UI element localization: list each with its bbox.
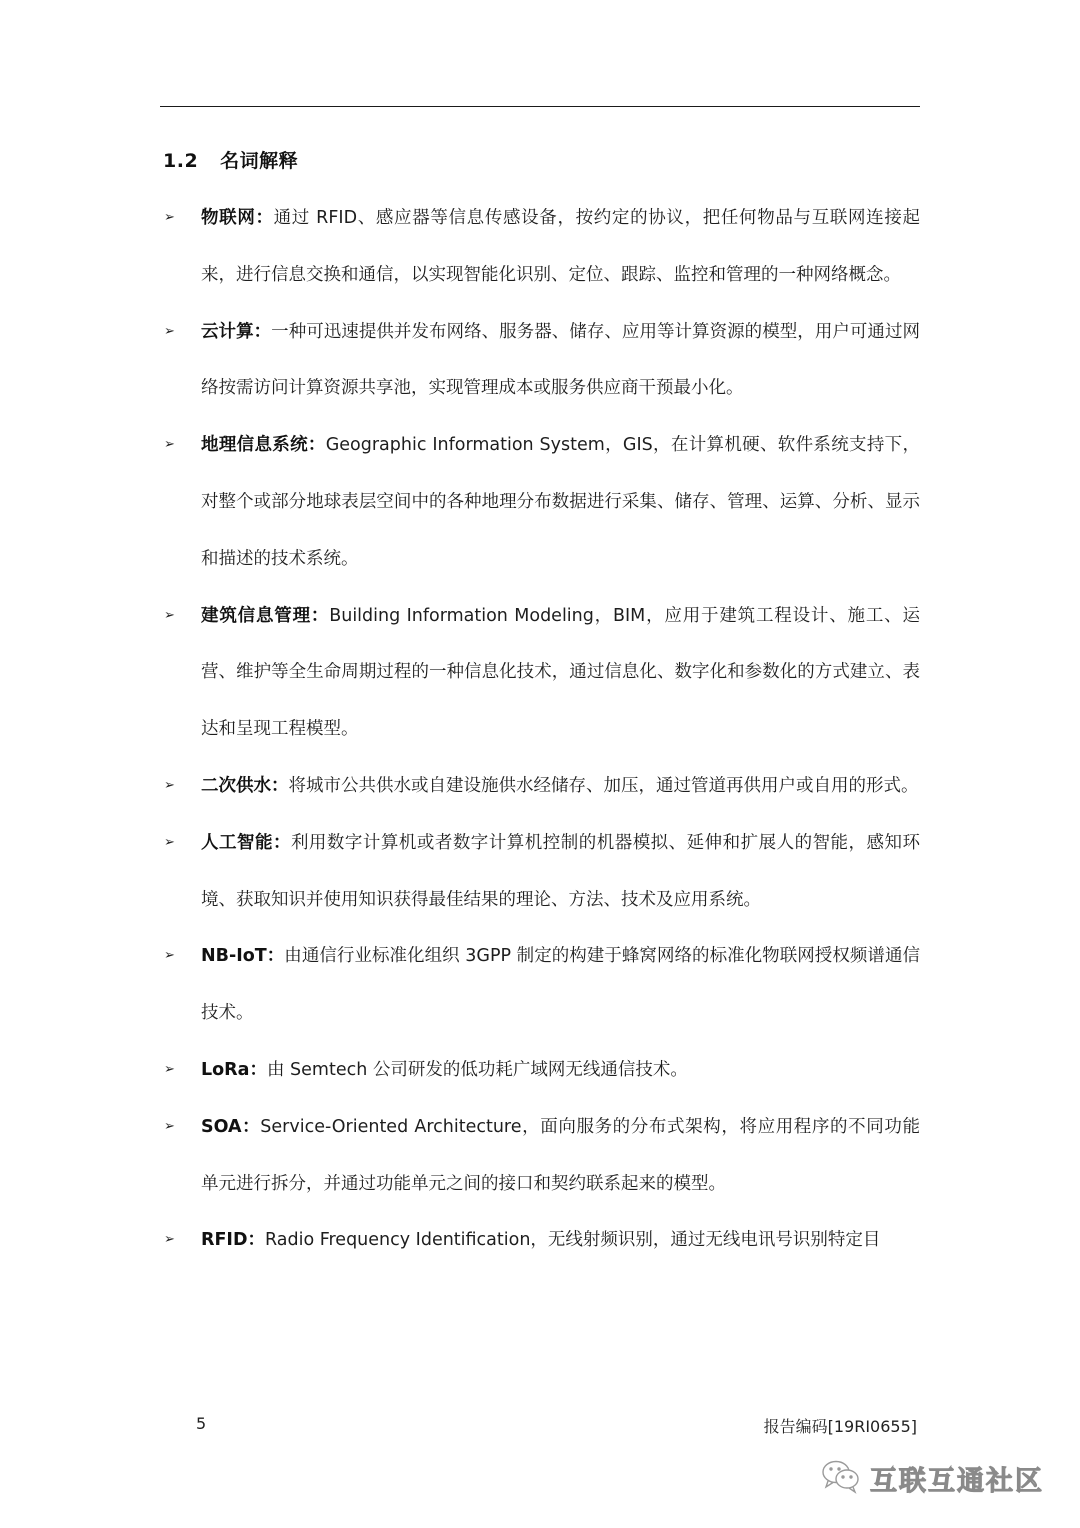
arrow-bullet-icon: ➢ bbox=[164, 834, 175, 850]
glossary-item-cloud-computing bbox=[160, 304, 920, 418]
glossary-item-bim bbox=[160, 588, 920, 758]
glossary-item-nb-iot bbox=[160, 928, 920, 1042]
term-definition: Service-Oriented Architecture，面向服务的分布式架构，将应用程序的不同功能单元进行拆分，并通过功能单元之间的接口和契约联系起来的模型。 bbox=[201, 1116, 920, 1194]
section-title: 名词解释 bbox=[220, 150, 299, 172]
term-definition: 由 Semtech 公司研发的低功耗广域网无线通信技术。 bbox=[266, 1059, 688, 1080]
glossary-item-lora bbox=[160, 1042, 920, 1099]
page-number: 5 bbox=[196, 1414, 207, 1433]
arrow-bullet-icon: ➢ bbox=[164, 1118, 175, 1134]
term-name: LoRa： bbox=[201, 1059, 267, 1080]
glossary-item-secondary-water-supply bbox=[160, 758, 920, 815]
term-name: 云计算： bbox=[201, 321, 272, 342]
term-name: 建筑信息管理： bbox=[201, 605, 330, 626]
arrow-bullet-icon: ➢ bbox=[164, 437, 175, 453]
term-definition: Geographic Information System，GIS，在计算机硬、软件系统支持下，对整个或部分地球表层空间中的各种地理分布数据进行采集、储存、管理、运算、分析、显示和描述的技术系统。 bbox=[201, 435, 920, 569]
term-name: 物联网： bbox=[201, 208, 274, 228]
term-definition: 通过 RFID、感应器等信息传感设备，按约定的协议，把任何物品与互联网连接起来，进行信息交换和通信，以实现智能化识别、定位、跟踪、监控和管理的一种网络概念。 bbox=[201, 208, 920, 285]
term-name: NB-IoT： bbox=[201, 946, 285, 967]
watermark-text: 互联互通社区 bbox=[870, 1465, 1044, 1497]
glossary-item-iot bbox=[160, 190, 920, 304]
term-name: SOA： bbox=[201, 1116, 261, 1137]
section-heading bbox=[163, 146, 298, 173]
wechat-icon bbox=[820, 1458, 862, 1498]
term-name: 地理信息系统： bbox=[201, 435, 326, 456]
arrow-bullet-icon: ➢ bbox=[164, 1061, 175, 1077]
term-name: 人工智能： bbox=[201, 832, 291, 853]
term-definition: 由通信行业标准化组织 3GPP 制定的构建于蜂窝网络的标准化物联网授权频谱通信技术。 bbox=[201, 946, 920, 1024]
arrow-bullet-icon: ➢ bbox=[164, 210, 175, 225]
term-name: RFID： bbox=[201, 1230, 265, 1251]
arrow-bullet-icon: ➢ bbox=[164, 777, 175, 793]
term-definition: Building Information Modeling，BIM，应用于建筑工程设计、施工、运营、维护等全生命周期过程的一种信息化技术，通过信息化、数字化和参数化的方式建立、表达和呈现工程模型。 bbox=[201, 605, 920, 740]
arrow-bullet-icon: ➢ bbox=[164, 607, 175, 623]
arrow-bullet-icon: ➢ bbox=[164, 1232, 175, 1248]
arrow-bullet-icon: ➢ bbox=[164, 323, 175, 339]
glossary-item-gis bbox=[160, 417, 920, 587]
term-definition: Radio Frequency Identification，无线射频识别，通过无线电讯号识别特定目 bbox=[264, 1230, 881, 1251]
report-code: 报告编码[19RI0655] bbox=[763, 1417, 917, 1436]
section-number: 1.2 bbox=[163, 150, 199, 172]
glossary-item-rfid bbox=[160, 1212, 920, 1269]
arrow-bullet-icon: ➢ bbox=[164, 948, 175, 964]
glossary-item-ai bbox=[160, 815, 920, 929]
term-definition: 一种可迅速提供并发布网络、服务器、储存、应用等计算资源的模型，用户可通过网络按需访问计算资源共享池，实现管理成本或服务供应商干预最小化。 bbox=[201, 321, 921, 399]
term-name: 二次供水： bbox=[201, 775, 289, 796]
glossary-list bbox=[160, 190, 920, 1269]
term-definition: 利用数字计算机或者数字计算机控制的机器模拟、延伸和扩展人的智能，感知环境、获取知识并使用知识获得最佳结果的理论、方法、技术及应用系统。 bbox=[201, 832, 920, 910]
term-definition: 将城市公共供水或自建设施供水经储存、加压，通过管道再供用户或自用的形式。 bbox=[288, 775, 919, 796]
header-rule bbox=[160, 106, 920, 107]
watermark bbox=[820, 1458, 1044, 1498]
glossary-item-soa bbox=[160, 1099, 920, 1213]
